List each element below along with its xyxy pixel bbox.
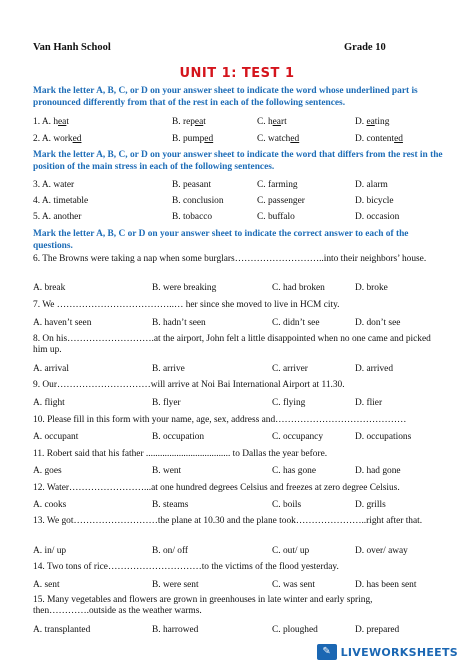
test-title: UNIT 1: TEST 1 [179, 66, 295, 81]
q15-option-c[interactable]: C. ploughed [272, 625, 318, 635]
brand-name: LIVEWORKSHEETS [340, 645, 458, 659]
q15-option-a[interactable]: A. transplanted [33, 625, 91, 635]
q11-option-c[interactable]: C. has gone [272, 466, 317, 476]
question-11-text: 11. Robert said that his father .................................... to Dallas the year before. [33, 449, 328, 459]
question-10-options [33, 432, 443, 443]
question-15-options [33, 625, 443, 636]
q6-option-a[interactable]: A. break [33, 283, 66, 293]
q6-option-c[interactable]: C. had broken [272, 283, 325, 293]
question-14-text: 14. Two tons of rice…………………………to the victims of the flood yesterday. [33, 562, 339, 572]
q14-option-c[interactable]: C. was sent [272, 580, 315, 590]
q8-option-b[interactable]: B. arrive [152, 364, 185, 374]
q1-option-d[interactable]: D. eating [355, 117, 390, 127]
q12-option-b[interactable]: B. steams [152, 500, 189, 510]
question-8-options [33, 364, 443, 375]
q13-option-c[interactable]: C. out/ up [272, 546, 310, 556]
q5-option-b[interactable]: B. tobacco [172, 212, 213, 222]
q9-option-b[interactable]: B. flyer [152, 398, 181, 408]
question-row-2 [33, 134, 443, 145]
q10-option-c[interactable]: C. occupancy [272, 432, 324, 442]
liveworksheets-badge[interactable] [313, 641, 462, 663]
q11-option-b[interactable]: B. went [152, 466, 182, 476]
q3-option-c[interactable]: C. farming [257, 180, 298, 190]
q4-option-a[interactable]: 4. A. timetable [33, 196, 89, 206]
q14-option-b[interactable]: B. were sent [152, 580, 199, 590]
question-row-4 [33, 196, 443, 207]
q5-option-c[interactable]: C. buffalo [257, 212, 295, 222]
q13-option-b[interactable]: B. on/ off [152, 546, 189, 556]
question-6-text: 6. The Browns were taking a nap when some burglars………………………..into their neighbors’ house. [33, 254, 427, 264]
q6-option-d[interactable]: D. broke [355, 283, 388, 293]
question-8-text: 8. On his……………………….at the airport, John felt a little disappointed when no one came and picked him up. [33, 334, 431, 356]
grade-label: Grade 10 [344, 42, 386, 53]
q8-option-c[interactable]: C. arriver [272, 364, 308, 374]
question-14-options [33, 580, 443, 591]
q2-option-b[interactable]: B. pumped [172, 134, 214, 144]
question-9-options [33, 398, 443, 409]
q7-option-a[interactable]: A. haven’t seen [33, 318, 92, 328]
q1-option-b[interactable]: B. repeat [172, 117, 206, 127]
q9-option-c[interactable]: C. flying [272, 398, 306, 408]
question-7-options [33, 318, 443, 329]
q2-option-d[interactable]: D. contented [355, 134, 403, 144]
question-7-text: 7. We ………………………………..… her since she moved to live in HCM city. [33, 300, 340, 310]
instruction-pronunciation: Mark the letter A, B, C, or D on your answer sheet to indicate the word whose underlined part is pronounced differently from that of the rest in each of the following sentences. [33, 86, 418, 108]
q12-option-c[interactable]: C. boils [272, 500, 302, 510]
q6-option-b[interactable]: B. were breaking [152, 283, 217, 293]
q10-option-d[interactable]: D. occupations [355, 432, 412, 442]
question-6-options [33, 283, 443, 294]
q7-option-d[interactable]: D. don’t see [355, 318, 401, 328]
q2-option-c[interactable]: C. watched [257, 134, 300, 144]
q10-option-a[interactable]: A. occupant [33, 432, 79, 442]
q8-option-a[interactable]: A. arrival [33, 364, 69, 374]
q4-option-c[interactable]: C. passenger [257, 196, 305, 206]
q7-option-b[interactable]: B. hadn’t seen [152, 318, 206, 328]
instruction-grammar: Mark the letter A, B, C or D on your answer sheet to indicate the correct answer to each of the questions. [33, 229, 409, 251]
q1-option-a[interactable]: 1. A. heat [33, 117, 69, 127]
q13-option-d[interactable]: D. over/ away [355, 546, 408, 556]
q4-option-d[interactable]: D. bicycle [355, 196, 394, 206]
q7-option-c[interactable]: C. didn’t see [272, 318, 320, 328]
question-9-text: 9. Our…………………………will arrive at Noi Bai International Airport at 11.30. [33, 380, 345, 390]
q14-option-a[interactable]: A. sent [33, 580, 60, 590]
question-12-options [33, 500, 443, 511]
question-11-options [33, 466, 443, 477]
q5-option-d[interactable]: D. occasion [355, 212, 400, 222]
q12-option-a[interactable]: A. cooks [33, 500, 67, 510]
q14-option-d[interactable]: D. has been sent [355, 580, 417, 590]
q11-option-d[interactable]: D. had gone [355, 466, 401, 476]
q4-option-b[interactable]: B. conclusion [172, 196, 224, 206]
q2-option-a[interactable]: 2. A. worked [33, 134, 82, 144]
liveworksheets-logo-icon: ✎ [317, 644, 337, 660]
q9-option-d[interactable]: D. flier [355, 398, 383, 408]
q3-option-a[interactable]: 3. A. water [33, 180, 75, 190]
instruction-stress: Mark the letter A, B, C, or D on your answer sheet to indicate the word that differs from the rest in the position of the main stress in each of the following sentences. [33, 150, 443, 172]
question-row-3 [33, 180, 443, 191]
question-row-1 [33, 117, 443, 128]
q9-option-a[interactable]: A. flight [33, 398, 65, 408]
q15-option-d[interactable]: D. prepared [355, 625, 400, 635]
q11-option-a[interactable]: A. goes [33, 466, 62, 476]
q1-option-c[interactable]: C. heart [257, 117, 287, 127]
q3-option-d[interactable]: D. alarm [355, 180, 388, 190]
q8-option-d[interactable]: D. arrived [355, 364, 394, 374]
question-10-text: 10. Please fill in this form with your name, age, sex, address and…………………………………… [33, 415, 407, 425]
school-name: Van Hanh School [33, 42, 111, 53]
q15-option-b[interactable]: B. harrowed [152, 625, 199, 635]
q13-option-a[interactable]: A. in/ up [33, 546, 67, 556]
question-15-text: 15. Many vegetables and flowers are grown in greenhouses in late winter and early spring, then………….outside as the weather warms. [33, 595, 373, 617]
q5-option-a[interactable]: 5. A. another [33, 212, 82, 222]
question-row-5 [33, 212, 443, 223]
q3-option-b[interactable]: B. peasant [172, 180, 212, 190]
q10-option-b[interactable]: B. occupation [152, 432, 205, 442]
question-13-options [33, 546, 443, 557]
question-13-text: 13. We got………………………the plane at 10.30 and the plane took…………………..right after that. [33, 516, 423, 526]
q12-option-d[interactable]: D. grills [355, 500, 386, 510]
question-12-text: 12. Water……………………...at one hundred degrees Celsius and freezes at zero degree Celsius. [33, 483, 400, 493]
